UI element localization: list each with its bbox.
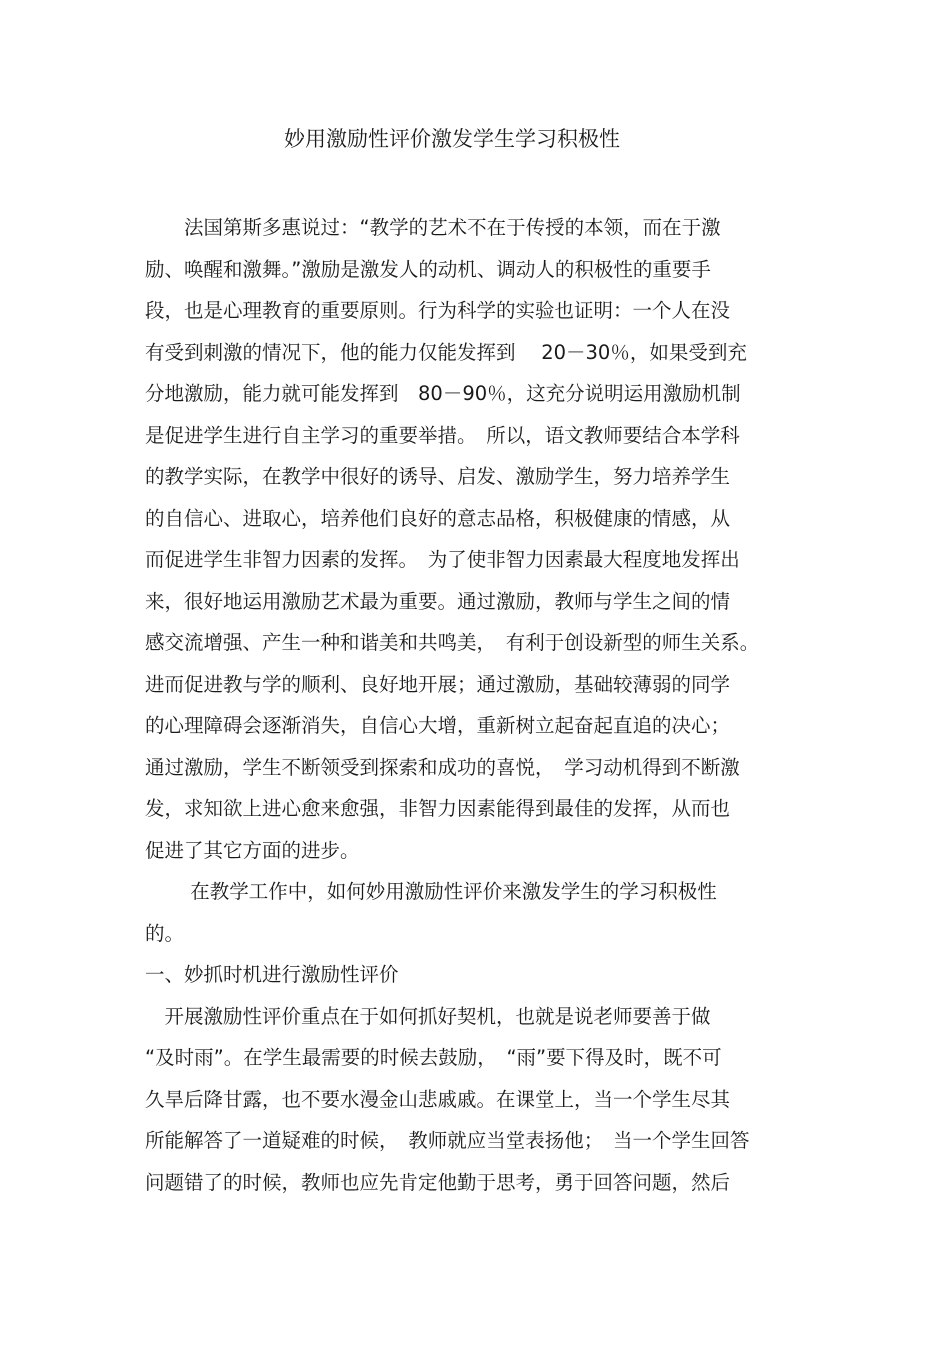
body-line: 是促进学生进行自主学习的重要举措。 所以，语文教师要结合本学科: [145, 424, 740, 447]
body-line: 开展激励性评价重点在于如何抓好契机，也就是说老师要善于做: [145, 1005, 711, 1028]
body-line: 而促进学生非智力因素的发挥。 为了使非智力因素最大程度地发挥出: [145, 548, 740, 571]
body-line: 来，很好地运用激励艺术最为重要。通过激励，教师与学生之间的情: [145, 590, 731, 613]
body-line: 的自信心、进取心，培养他们良好的意志品格，积极健康的情感，从: [145, 507, 731, 530]
body-line: 发，求知欲上进心愈来愈强，非智力因素能得到最佳的发挥，从而也: [145, 797, 731, 820]
body-line: 的教学实际，在教学中很好的诱导、启发、激励学生，努力培养学生: [145, 465, 731, 488]
body-line: 进而促进教与学的顺利、良好地开展；通过激励，基础较薄弱的同学: [145, 673, 731, 696]
body-line: 有受到刺激的情况下，他的能力仅能发挥到 20－30％，如果受到充: [145, 341, 747, 364]
body-line: “及时雨”。在学生最需要的时候去鼓励， “雨”要下得及时，既不可: [145, 1046, 722, 1069]
body-line: 促进了其它方面的进步。: [145, 839, 360, 862]
body-line: 励、唤醒和激舞。”激励是激发人的动机、调动人的积极性的重要手: [145, 258, 711, 281]
body-line: 段，也是心理教育的重要原则。行为科学的实验也证明：一个人在没: [145, 299, 731, 322]
body-line: 通过激励，学生不断领受到探索和成功的喜悦， 学习动机得到不断激: [145, 756, 740, 779]
body-line: 问题错了的时候，教师也应先肯定他勤于思考，勇于回答问题，然后: [145, 1171, 731, 1194]
body-line: 在教学工作中，如何妙用激励性评价来激发学生的学习积极性: [145, 880, 717, 903]
section-heading: 一、妙抓时机进行激励性评价: [145, 963, 399, 986]
body-line: 久旱后降甘露，也不要水漫金山悲戚戚。在课堂上，当一个学生尽其: [145, 1088, 731, 1111]
body-line: 法国第斯多惠说过：“教学的艺术不在于传授的本领，而在于激: [145, 216, 721, 239]
body-line: 的。: [145, 922, 185, 945]
body-line: 感交流增强、产生一种和谐美和共鸣美， 有利于创设新型的师生关系。: [145, 631, 760, 654]
document-title: 妙用激励性评价激发学生学习积极性: [284, 127, 620, 151]
body-line: 所能解答了一道疑难的时候， 教师就应当堂表扬他； 当一个学生回答: [145, 1129, 750, 1152]
body-line: 的心理障碍会逐渐消失，自信心大增，重新树立起奋起直追的决心；: [145, 714, 731, 737]
body-line: 分地激励，能力就可能发挥到 80－90％，这充分说明运用激励机制: [145, 382, 741, 405]
